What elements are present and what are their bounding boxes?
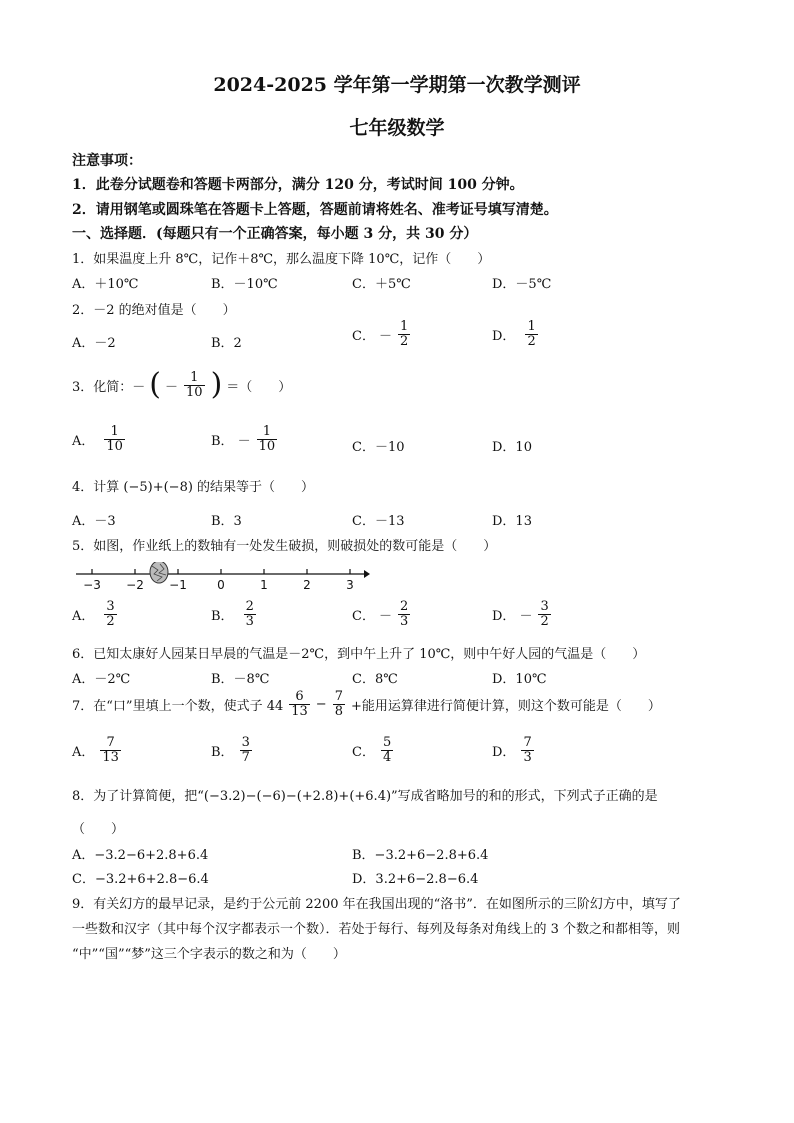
number-line-label: 0 <box>217 578 225 592</box>
option-d: D．3.2+6−2.8−6.4 <box>352 872 479 887</box>
option-d: D． － $\frac{3}{2}$ <box>492 599 549 629</box>
option-d: D． $\frac{1}{2}$ <box>492 319 536 349</box>
option-b: B．－8℃ <box>211 672 270 687</box>
option-d: D．10℃ <box>492 672 547 687</box>
number-line-arrow <box>364 570 370 578</box>
question-line: 9．有关幻方的最早记录，是约于公元前 2200 年在我国出现的“洛书”．在如图所示的三阶幻方中，填写了 <box>72 897 681 912</box>
option-b: B．－10℃ <box>211 277 278 292</box>
option-c: C．－13 <box>352 514 405 529</box>
option-c: C． $\frac{5}{4}$ <box>352 735 392 765</box>
page-title: 2024-2025 学年第一学期第一次教学测评 <box>213 74 581 96</box>
option-d: D． $\frac{7}{3}$ <box>492 735 532 765</box>
option-a: A．−3.2−6+2.8+6.4 <box>72 848 209 863</box>
question-line: 一些数和汉字（其中每个汉字都表示一个数）．若处于每行、每列及每条对角线上的 3 个数之和都相等，则 <box>72 922 681 937</box>
question-stem: 3．化简：－ ( － $\frac{1}{10}$ ) ＝（ ） <box>72 367 292 402</box>
question-stem: 1．如果温度上升 8℃，记作＋8℃，那么温度下降 10℃，记作（ ） <box>72 252 491 267</box>
option-d: D．10 <box>492 440 532 455</box>
option-a: A．＋10℃ <box>72 277 139 292</box>
option-c: C．＋5℃ <box>352 277 411 292</box>
option-c: C． － $\frac{1}{2}$ <box>352 319 409 349</box>
option-a: A． $\frac{1}{10}$ <box>72 424 123 454</box>
number-line-label: 1 <box>260 578 268 592</box>
number-line-label: −1 <box>169 578 187 592</box>
question-stem: 5．如图，作业纸上的数轴有一处发生破损，则破损处的数可能是（ ） <box>72 539 497 554</box>
option-c: C．－10 <box>352 440 405 455</box>
option-b: B． $\frac{2}{3}$ <box>211 599 254 629</box>
notes-heading: 注意事项： <box>72 153 142 169</box>
option-b: B．2 <box>211 336 242 351</box>
note-item: 1．此卷分试题卷和答题卡两部分，满分 120 分，考试时间 100 分钟。 <box>72 177 524 193</box>
question-stem: 7．在“口”里填上一个数，使式子 44 $\frac{6}{13}$ − $\frac{7}{8}$ +能用运算律进行简便计算，则这个数可能是（ ） <box>72 689 661 719</box>
option-b: B．−3.2+6−2.8+6.4 <box>352 848 489 863</box>
section-heading: 一、选择题．(每题只有一个正确答案，每小题 3 分，共 30 分） <box>72 226 478 242</box>
question-line: “中”“国”“梦”这三个字表示的数之和为（ ） <box>72 947 346 962</box>
option-c: C． － $\frac{2}{3}$ <box>352 599 409 629</box>
option-b: B．3 <box>211 514 242 529</box>
question-stem: 6．已知太康好人园某日早晨的气温是－2℃，到中午上升了 10℃，则中午好人园的气温是（ ） <box>72 647 646 662</box>
torn-spot <box>150 562 168 583</box>
option-c: C．−3.2+6+2.8−6.4 <box>72 872 209 887</box>
question-blank: （ ） <box>72 822 125 837</box>
option-a: A．－2℃ <box>72 672 131 687</box>
page-subtitle: 七年级数学 <box>349 117 445 139</box>
option-a: A．－3 <box>72 514 116 529</box>
number-line-label: −2 <box>126 578 144 592</box>
option-b: B． － $\frac{1}{10}$ <box>211 424 276 454</box>
option-a: A． $\frac{7}{13}$ <box>72 735 119 765</box>
option-a: A．－2 <box>72 336 116 351</box>
number-line-figure <box>72 562 372 594</box>
option-d: D．－5℃ <box>492 277 552 292</box>
option-c: C．8℃ <box>352 672 398 687</box>
option-d: D．13 <box>492 514 532 529</box>
number-line-label: 2 <box>303 578 311 592</box>
option-b: B． $\frac{3}{7}$ <box>211 735 250 765</box>
question-stem: 8．为了计算简便，把“(−3.2)−(−6)−(+2.8)+(+6.4)”写成省略加号的和的形式，下列式子正确的是 <box>72 789 658 804</box>
number-line-label: 3 <box>346 578 354 592</box>
question-stem: 2．－2 的绝对值是（ ） <box>72 303 236 318</box>
note-item: 2．请用钢笔或圆珠笔在答题卡上答题，答题前请将姓名、准考证号填写清楚。 <box>72 202 558 218</box>
number-line-label: −3 <box>83 578 101 592</box>
option-a: A． $\frac{3}{2}$ <box>72 599 115 629</box>
question-stem: 4．计算 (−5)+(−8) 的结果等于（ ） <box>72 480 315 495</box>
